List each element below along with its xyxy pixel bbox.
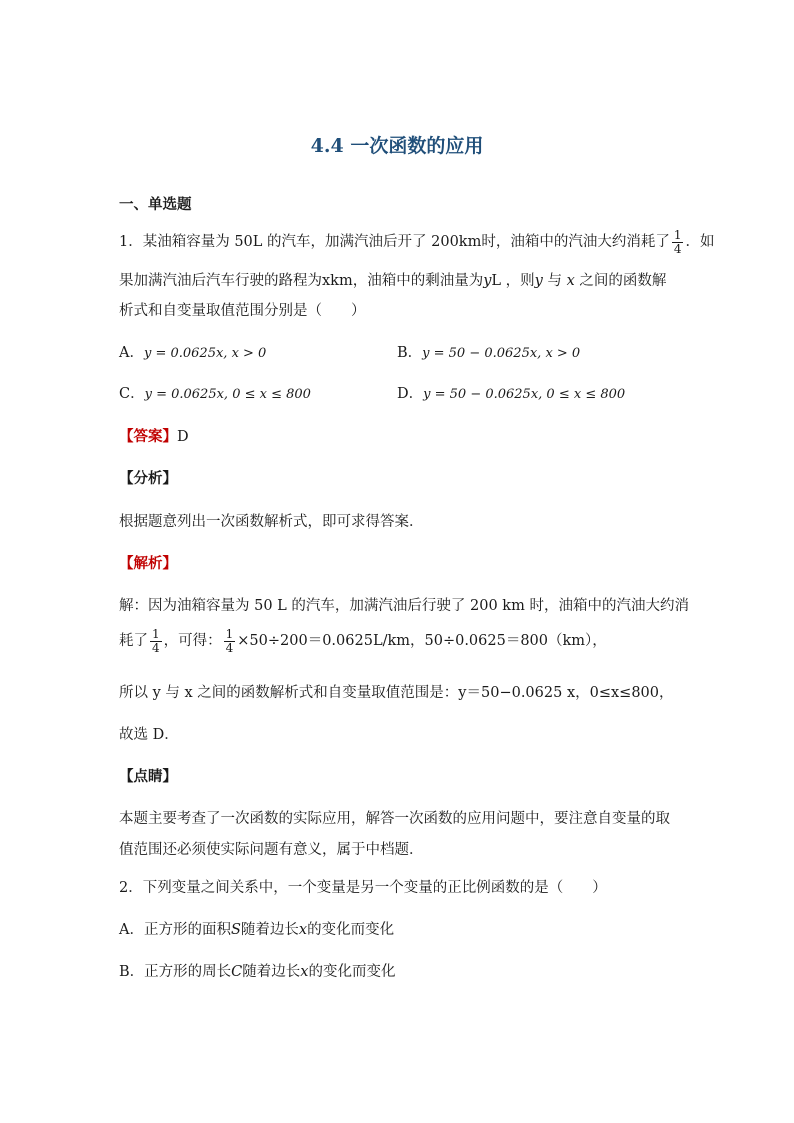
solution-line4: 故选 D．: [119, 727, 179, 743]
comment-line1: 本题主要考查了一次函数的实际应用，解答一次函数的应用问题中，要注意自变量的取: [119, 811, 670, 827]
analysis-text: 根据题意列出一次函数解析式，即可求得答案．: [119, 514, 424, 530]
solution-line2: 耗了 $\frac{1}{4}$ ，可得： $\frac{1}{4}$ ×50÷200＝0.0625L/km，50÷0.0625＝800（km），: [119, 627, 607, 655]
q1-option-a[interactable]: A．y = 0.0625x, x > 0: [119, 345, 267, 361]
q1-option-c[interactable]: C．y = 0.0625x, 0 ≤ x ≤ 800: [119, 386, 311, 402]
analysis-tag: 【分析】: [119, 470, 177, 487]
answer-tag: 【答案】: [119, 428, 177, 445]
fraction: $\frac{1}{4}$: [225, 627, 234, 655]
comment-line2: 值范围还必须使实际问题有意义，属于中档题．: [119, 842, 424, 858]
solution-line1: 解：因为油箱容量为 50 L 的汽车，加满汽油后行驶了 200 km 时，油箱中的汽油大约消: [119, 598, 689, 614]
solution-tag: 【解析】: [119, 555, 177, 572]
q1-stem-line1: 1．某油箱容量为 50L 的汽车，加满汽油后开了 200km时，油箱中的汽油大约消耗了 $\frac{1}{4}$ ．如: [119, 228, 715, 256]
answer-value: D: [177, 429, 189, 445]
section-heading: 一、单选题: [119, 196, 192, 213]
q2-stem: 2．下列变量之间关系中，一个变量是另一个变量的正比例函数的是（ ）: [119, 880, 607, 896]
q1-stem-text: 1．某油箱容量为 50L 的汽车，加满汽油后开了 200km时，油箱中的汽油大约消耗了: [119, 234, 670, 251]
comment-tag: 【点睛】: [119, 768, 177, 785]
fraction: $\frac{1}{4}$: [152, 627, 160, 655]
page-title: 4.4 一次函数的应用: [310, 135, 484, 157]
q1-stem-line2: 果加满汽油后汽车行驶的路程为xkm，油箱中的剩油量为yL ，则y 与 x 之间的函数解: [119, 273, 667, 289]
q1-option-d[interactable]: D．y = 50 − 0.0625x, 0 ≤ x ≤ 800: [397, 386, 626, 402]
answer-row: [119, 425, 189, 446]
q2-option-b[interactable]: B．正方形的周长C随着边长x的变化而变化: [119, 964, 396, 980]
q2-option-a[interactable]: A．正方形的面积S随着边长x的变化而变化: [119, 922, 395, 938]
q1-stem-line3: 析式和自变量取值范围分别是（ ）: [119, 303, 366, 319]
fraction: $\frac{1}{4}$: [673, 228, 682, 256]
solution-line3: 所以 y 与 x 之间的函数解析式和自变量取值范围是：y＝50−0.0625 x，0≤x≤800，: [119, 685, 674, 701]
q1-option-b[interactable]: B．y = 50 − 0.0625x, x > 0: [397, 345, 581, 361]
